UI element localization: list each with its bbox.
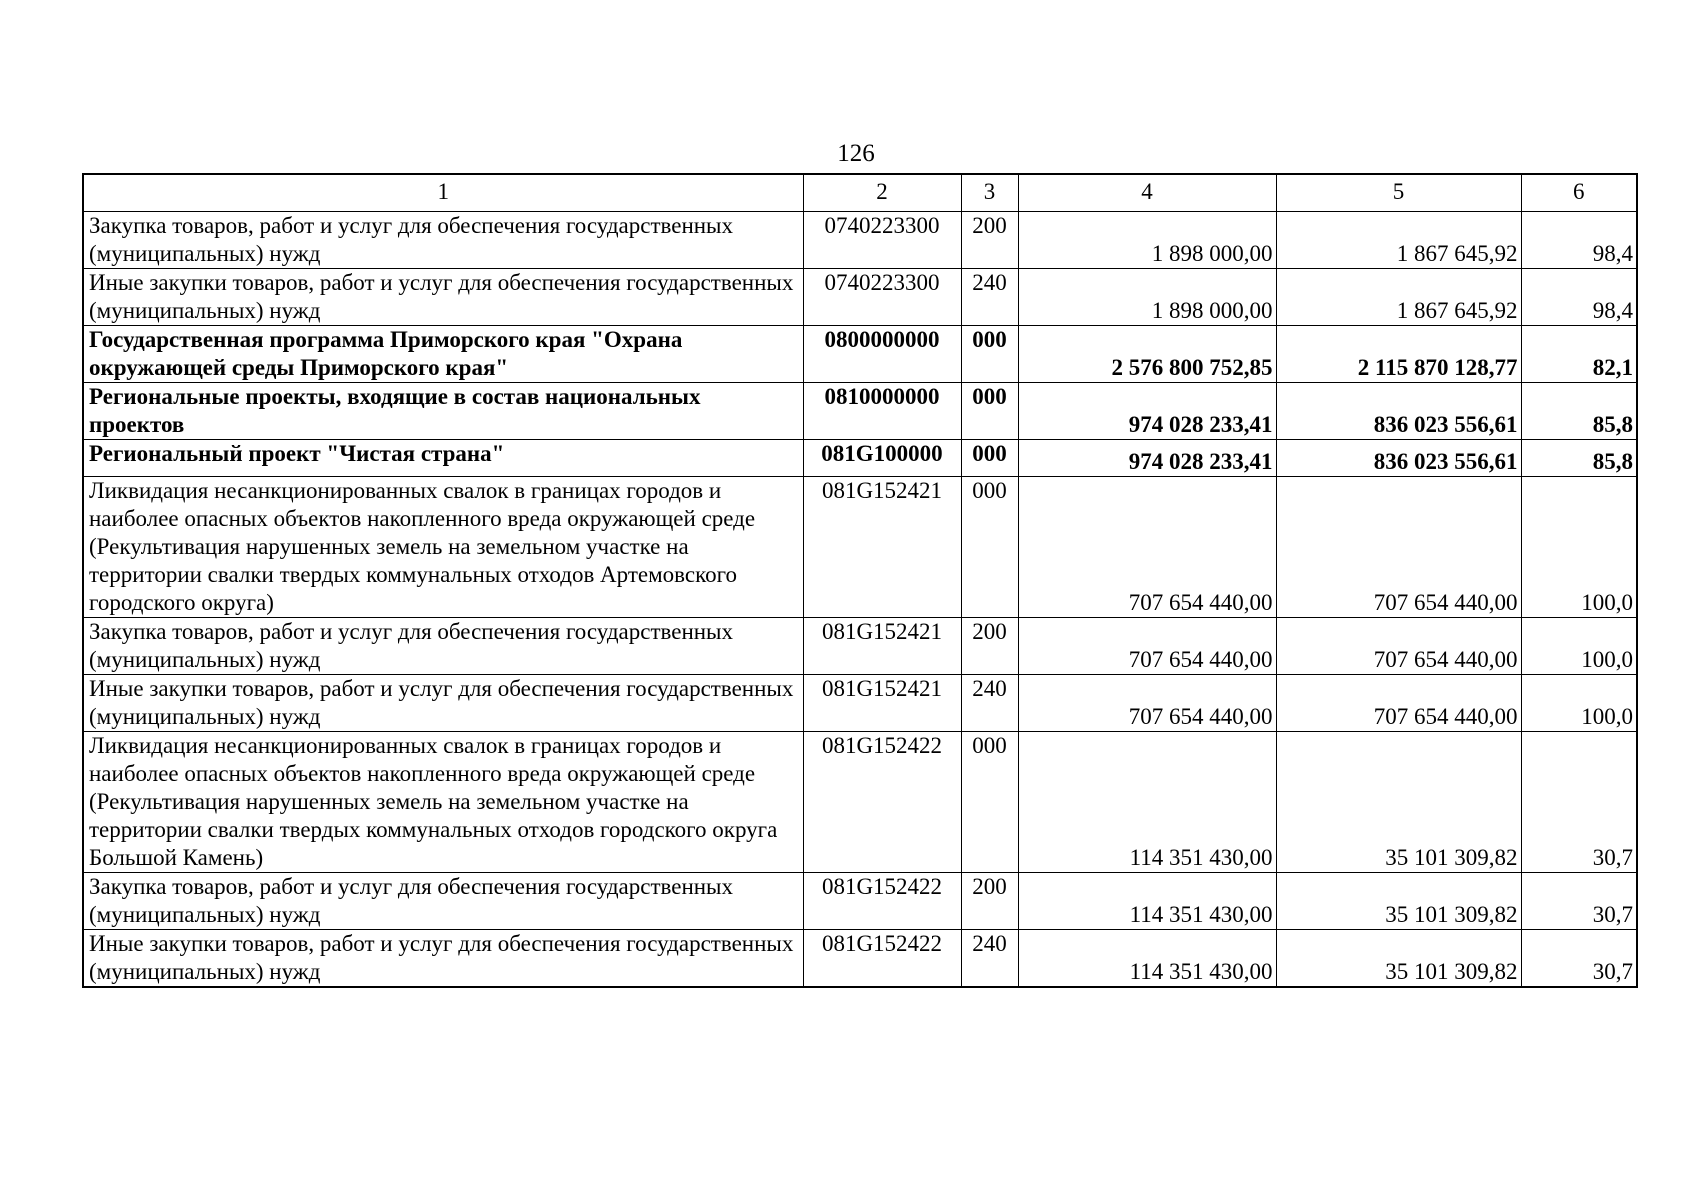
row-name-cell: Закупка товаров, работ и услуг для обеспечения государственных (муниципальных) нужд — [83, 212, 803, 269]
table-row — [83, 269, 1637, 326]
row-fact-cell: 836 023 556,61 — [1276, 383, 1521, 440]
row-type-cell: 000 — [961, 440, 1018, 477]
row-name-cell: Региональные проекты, входящие в состав национальных проектов — [83, 383, 803, 440]
row-fact-cell: 707 654 440,00 — [1276, 477, 1521, 618]
row-name-cell: Ликвидация несанкционированных свалок в границах городов и наиболее опасных объектов накопленного вреда окружающей среде (Рекультивация нарушенных земель на земельном участке на территории свалки твердых коммунальных отходов городского округа Большой Камень) — [83, 732, 803, 873]
table-row — [83, 440, 1637, 477]
row-type-cell: 200 — [961, 618, 1018, 675]
row-name-cell: Иные закупки товаров, работ и услуг для обеспечения государственных (муниципальных) нужд — [83, 269, 803, 326]
row-plan-cell: 707 654 440,00 — [1018, 675, 1276, 732]
column-header: 6 — [1521, 174, 1637, 212]
row-plan-cell: 2 576 800 752,85 — [1018, 326, 1276, 383]
table-row — [83, 383, 1637, 440]
row-fact-cell: 35 101 309,82 — [1276, 930, 1521, 988]
table-row — [83, 618, 1637, 675]
row-type-cell: 240 — [961, 675, 1018, 732]
row-name-cell: Закупка товаров, работ и услуг для обеспечения государственных (муниципальных) нужд — [83, 618, 803, 675]
row-plan-cell: 114 351 430,00 — [1018, 873, 1276, 930]
row-percent-cell: 100,0 — [1521, 618, 1637, 675]
row-code-cell: 081G152421 — [803, 477, 961, 618]
row-code-cell: 081G152421 — [803, 675, 961, 732]
table-row — [83, 675, 1637, 732]
row-code-cell: 081G152422 — [803, 732, 961, 873]
row-percent-cell: 30,7 — [1521, 873, 1637, 930]
row-name-cell: Ликвидация несанкционированных свалок в границах городов и наиболее опасных объектов накопленного вреда окружающей среде (Рекультивация нарушенных земель на земельном участке на территории свалки твердых коммунальных отходов Артемовского городского округа) — [83, 477, 803, 618]
row-percent-cell: 100,0 — [1521, 477, 1637, 618]
column-header: 1 — [83, 174, 803, 212]
row-fact-cell: 707 654 440,00 — [1276, 618, 1521, 675]
table-row — [83, 326, 1637, 383]
row-fact-cell: 1 867 645,92 — [1276, 269, 1521, 326]
row-fact-cell: 836 023 556,61 — [1276, 440, 1521, 477]
row-code-cell: 0800000000 — [803, 326, 961, 383]
row-type-cell: 000 — [961, 732, 1018, 873]
row-fact-cell: 35 101 309,82 — [1276, 732, 1521, 873]
row-plan-cell: 114 351 430,00 — [1018, 930, 1276, 988]
row-name-cell: Иные закупки товаров, работ и услуг для обеспечения государственных (муниципальных) нужд — [83, 675, 803, 732]
row-type-cell: 000 — [961, 383, 1018, 440]
row-code-cell: 0740223300 — [803, 212, 961, 269]
row-fact-cell: 707 654 440,00 — [1276, 675, 1521, 732]
table-row — [83, 732, 1637, 873]
table-row — [83, 212, 1637, 269]
row-fact-cell: 35 101 309,82 — [1276, 873, 1521, 930]
table-row — [83, 930, 1637, 988]
row-plan-cell: 114 351 430,00 — [1018, 732, 1276, 873]
row-code-cell: 0740223300 — [803, 269, 961, 326]
column-header: 3 — [961, 174, 1018, 212]
row-type-cell: 000 — [961, 326, 1018, 383]
row-type-cell: 200 — [961, 212, 1018, 269]
column-header: 4 — [1018, 174, 1276, 212]
column-header: 2 — [803, 174, 961, 212]
row-code-cell: 081G100000 — [803, 440, 961, 477]
table-header-row — [83, 174, 1637, 212]
table-row — [83, 873, 1637, 930]
row-plan-cell: 707 654 440,00 — [1018, 477, 1276, 618]
row-code-cell: 0810000000 — [803, 383, 961, 440]
row-percent-cell: 98,4 — [1521, 212, 1637, 269]
column-header: 5 — [1276, 174, 1521, 212]
row-name-cell: Региональный проект "Чистая страна" — [83, 440, 803, 477]
row-code-cell: 081G152422 — [803, 873, 961, 930]
row-percent-cell: 85,8 — [1521, 383, 1637, 440]
row-type-cell: 240 — [961, 930, 1018, 988]
row-percent-cell: 30,7 — [1521, 930, 1637, 988]
page-number: 126 — [837, 140, 875, 167]
row-plan-cell: 974 028 233,41 — [1018, 440, 1276, 477]
row-percent-cell: 100,0 — [1521, 675, 1637, 732]
row-percent-cell: 85,8 — [1521, 440, 1637, 477]
row-plan-cell: 707 654 440,00 — [1018, 618, 1276, 675]
budget-table — [82, 173, 1638, 988]
row-code-cell: 081G152421 — [803, 618, 961, 675]
row-type-cell: 240 — [961, 269, 1018, 326]
row-name-cell: Государственная программа Приморского края "Охрана окружающей среды Приморского края" — [83, 326, 803, 383]
table-row — [83, 477, 1637, 618]
row-fact-cell: 1 867 645,92 — [1276, 212, 1521, 269]
row-percent-cell: 98,4 — [1521, 269, 1637, 326]
row-plan-cell: 974 028 233,41 — [1018, 383, 1276, 440]
row-percent-cell: 82,1 — [1521, 326, 1637, 383]
row-fact-cell: 2 115 870 128,77 — [1276, 326, 1521, 383]
row-name-cell: Закупка товаров, работ и услуг для обеспечения государственных (муниципальных) нужд — [83, 873, 803, 930]
row-name-cell: Иные закупки товаров, работ и услуг для обеспечения государственных (муниципальных) нужд — [83, 930, 803, 988]
row-code-cell: 081G152422 — [803, 930, 961, 988]
table-body — [83, 174, 1637, 987]
row-plan-cell: 1 898 000,00 — [1018, 269, 1276, 326]
row-type-cell: 200 — [961, 873, 1018, 930]
row-type-cell: 000 — [961, 477, 1018, 618]
row-plan-cell: 1 898 000,00 — [1018, 212, 1276, 269]
row-percent-cell: 30,7 — [1521, 732, 1637, 873]
